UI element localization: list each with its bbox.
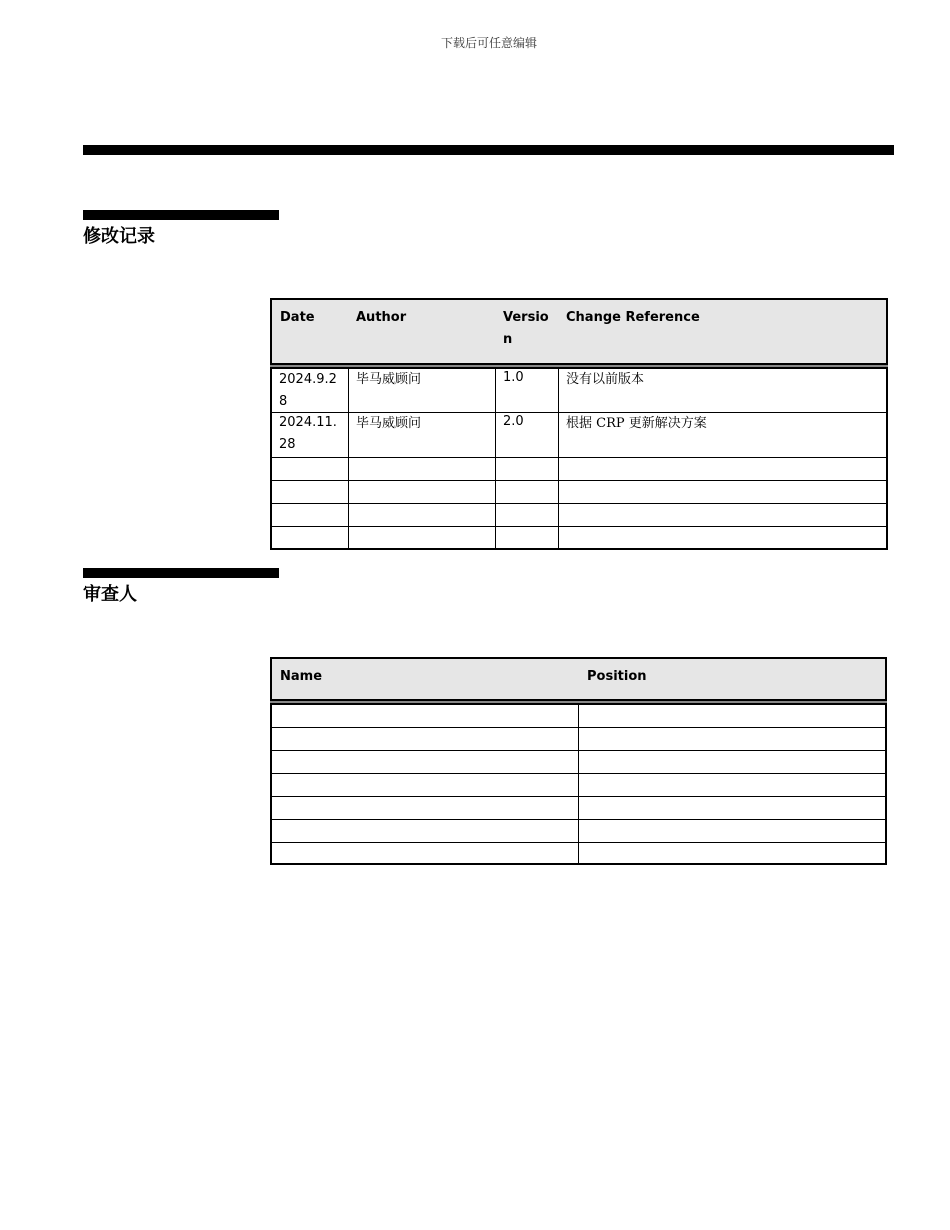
column-header-date: Date: [280, 310, 315, 325]
column-divider: [348, 369, 349, 548]
section-title-reviewers: 审查人: [83, 584, 137, 605]
table-cell-version: 1.0: [503, 370, 524, 385]
revision-table-header: [270, 298, 888, 365]
row-divider: [272, 750, 885, 751]
row-divider: [272, 796, 885, 797]
row-divider: [272, 727, 885, 728]
section-title-revision: 修改记录: [83, 226, 155, 247]
row-divider: [272, 819, 885, 820]
revision-table-body: [270, 367, 888, 550]
reviewers-table-header: [270, 657, 887, 701]
section-bar-revision: [83, 210, 279, 220]
column-header-name: Name: [280, 669, 323, 684]
table-cell-change-reference: 没有以前版本: [566, 372, 645, 387]
column-divider: [578, 705, 579, 863]
table-cell-version: 2.0: [503, 414, 524, 429]
column-header-author: Author: [356, 310, 407, 325]
column-header-change-reference: Change Reference: [566, 310, 700, 325]
column-divider: [495, 369, 496, 548]
table-cell-date: 2024.9.28: [279, 372, 337, 409]
row-divider: [272, 773, 885, 774]
table-cell-author: 毕马威顾问: [356, 416, 422, 431]
row-divider: [272, 480, 886, 481]
row-divider: [272, 503, 886, 504]
column-header-position: Position: [587, 669, 647, 684]
row-divider: [272, 526, 886, 527]
page-header-note: 下载后可任意编辑: [440, 36, 537, 50]
table-cell-author: 毕马威顾问: [356, 372, 422, 387]
column-divider: [558, 369, 559, 548]
title-rule: [83, 145, 894, 155]
table-cell-change-reference: 根据 CRP 更新解决方案: [566, 416, 707, 431]
section-bar-reviewers: [83, 568, 279, 578]
table-cell-date: 2024.11.28: [279, 415, 337, 452]
reviewers-table-body: [270, 703, 887, 865]
row-divider: [272, 842, 885, 843]
column-header-version: Versio n: [503, 310, 549, 347]
row-divider: [272, 457, 886, 458]
